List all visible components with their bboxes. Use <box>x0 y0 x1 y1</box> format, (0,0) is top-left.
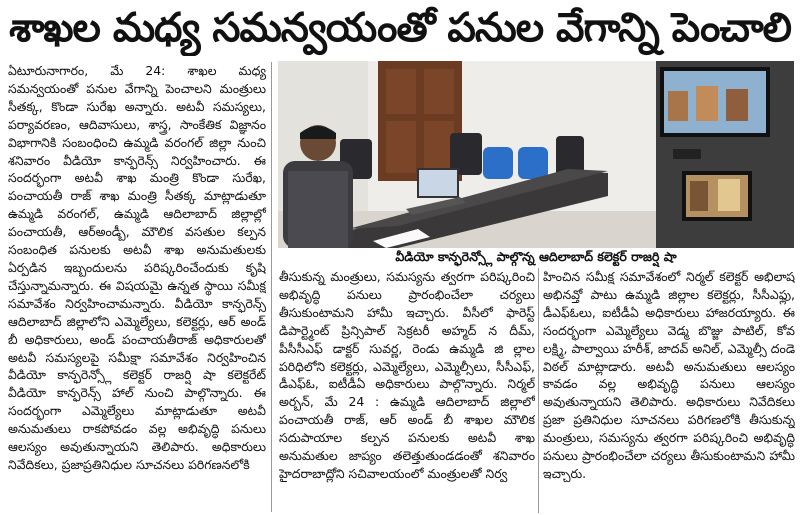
news-photo <box>278 61 794 248</box>
video-conference-photo <box>278 61 794 248</box>
article-column-2 <box>279 268 535 513</box>
article-column-1 <box>8 62 266 512</box>
column-divider <box>271 62 272 512</box>
article-text-3: హించిన సమీక్ష సమావేశంలో నిర్మల్ కలెక్టర్ అభిలాష అభినవ్తో పాటు ఉమ్మడి జిల్లాల కలెక్టర్లు, సీసీఎఫ్లు, డీఎఫ్ఓలు, ఐటీడీఏ అధికారులు హాజరయ్యారు. ఈ సందర్భంగా ఎమ్మెల్యేలు వెడ్మ బొజ్జు పాటిల్, కోవ లక్ష్మి, పాల్వాయి హరీశ్, జాదవ్ అనిల్, ఎమ్మెల్సీ దండె విఠల్ మాట్లాడారు. అటవీ అనుమతులు ఆలస్యం కావడం వల్ల అభివృద్ధి పనులు ఆలస్యం అవుతున్నాయని తెలిపారు. అధికారులు నివేదికలు ప్రజా ప్రతినిధుల సూచనలు పరిగణలోకి తీసుకున్న మంత్రులు, సమస్యను త్వరగా పరిష్కరించి అభివృద్ధి పనులు ప్రారంభించేలా చర్యలు తీసుకుంటామని హామీ ఇచ్చారు. <box>543 269 795 481</box>
article-text-1: ఏటూరునాగారం, మే 24: శాఖల మధ్య సమన్వయంతో పనుల వేగాన్ని పెంచాలని మంత్రులు సీతక్క, కొండా సురేఖ అన్నారు. అటవీ సమస్యలు, పర్యావరణం, ఆదివాసులు, శాస్త్ర, సాంకేతిక విజ్ఞానం విభాగానికి సంబంధించి ఉమ్మడి వరంగల్ జిల్లా నుంచి శనివారం వీడియో కాన్ఫరెన్స్ నిర్వహించారు. ఈ సందర్భంగా అటవీ శాఖ మంత్రి కొండా సురేఖ, పంచాయతీ రాజ్ శాఖ మంత్రి సీతక్క మాట్లాడుతూ ఉమ్మడి వరంగల్, ఉమ్మడి ఆదిలాబాద్ జిల్లాల్లో పంచాయతీ, ఆర్అండ్బీ, మౌలిక వసతుల కల్పన సంబంధిత పనులకు అటవీ శాఖ అనుమతులకు ఏర్పడిన ఇబ్బందులను పరిష్కరించేందుకు కృషి చేస్తున్నామన్నారు. ఈ విషయమై ఉన్నత స్థాయి సమీక్ష సమావేశం నిర్వహించామన్నారు. వీడియో కాన్ఫరెన్స్ ఆదిలాబాద్ జిల్లాలోని ఎమ్మెల్యేలు, కలెక్టర్లు, ఆర్ అండ్ బీ అధికారులు, అండ్ పంచాయతీరాజ్ అధికారులతో అటవీ సమస్యలపై సమీక్షా సమావేశం నిర్వహించిన వీడియో కాన్ఫరెన్స్లో కలెక్టర్ రాజర్షి షా కలెక్టరేట్ వీడియో కాన్ఫరెన్స్ హాల్ నుంచి పాల్గొన్నారు. ఈ సందర్భంగా ఎమ్మెల్యేలు మాట్లాడుతూ అటవీ అనుమతులు రాకపోవడం వల్ల అభివృద్ధి పనులు ఆలస్యం అవుతున్నాయని తెలిపారు. అధికారులు నివేదికలు, ప్రజాప్రతినిధుల సూచనలు పరిగణనలోకి <box>8 63 266 472</box>
column-divider <box>538 268 539 513</box>
headline: శాఖల మధ్య సమన్వయంతో పనుల వేగాన్ని పెంచాలి <box>9 5 791 51</box>
article-column-3 <box>543 268 795 513</box>
article-text-2: తీసుకున్న మంత్రులు, సమస్యను త్వరగా పరిష్కరించి అభివృద్ధి పనులు ప్రారంభించేలా చర్యలు తీసుకుంటామని హామీ ఇచ్చారు. వీసీలో ఫారెస్ట్ డిపార్ట్మెంట్ ప్రిన్సిపాల్ సెక్రటరీ అహ్మద్ న దీమ్, పీసీసీఎఫ్ డాక్టర్ సువర్ణ, రెండు ఉమ్మడి జి ల్లాల పరిధిలోని కలెక్టర్లు, ఎమ్మెల్యేలు, ఎమ్మెల్సీలు, సీసీఎఫ్, డీఎఫ్ఓ, ఐటీడీఏ అధికారులు పాల్గొన్నారు. నిర్మల్ అర్బన్, మే 24 : ఉమ్మడి ఆదిలాబాద్ జిల్లాలో పంచాయతీ రాజ్, ఆర్ అండ్ బీ శాఖల మౌలిక సదుపాయాల కల్పన పనులకు అటవీ శాఖ అనుమతుల జాప్యం తలెత్తుతుండడంతో శనివారం హైదరాబాద్లోని సచివాలయంలో మంత్రులతో నిర్వ <box>279 269 535 481</box>
photo-caption: వీడియో కాన్ఫరెన్స్లో పాల్గొన్న ఆదిలాబాద్ కలెక్టర్ రాజర్షి షా <box>278 248 794 266</box>
